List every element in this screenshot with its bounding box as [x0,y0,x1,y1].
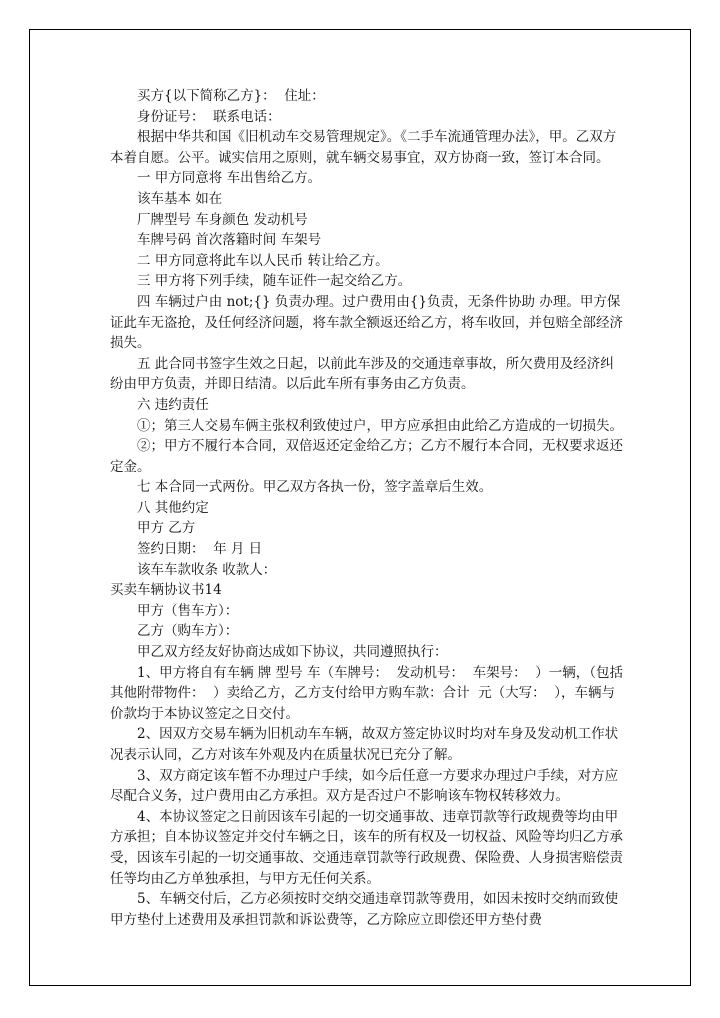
paragraph: 四 车辆过户由 not;{} 负责办理。过户费用由{}负责，无条件协助 办理。甲方保证此车无盗抢，及任何经济问题，将车款全额返还给乙方，将车收回，并包赔全部经济损失。 [110,293,623,352]
paragraph: 甲方 乙方 [137,520,196,537]
paragraph: 身份证号： 联系电话： [137,108,281,125]
paragraph: 厂牌型号 车身颜色 发动机号 [137,211,308,228]
paragraph: 3、双方商定该车暂不办理过户手续，如今后任意一方要求办理过户手续，对方应尽配合义务，过户费用由乙方承担。双方是否过户不影响该车物权转移效力。 [110,767,619,805]
paragraph: 5、车辆交付后，乙方必须按时交纳交通违章罚款等费用，如因未按时交纳而致使甲方垫付上述费用及承担罚款和诉讼费等，乙方除应立即偿还甲方垫付费 [110,891,619,928]
paragraph: 车牌号码 首次落籍时间 车架号 [137,232,322,249]
document-body [110,86,626,930]
paragraph: 七 本合同一式两份。甲乙双方各执一份，签字盖章后生效。 [137,479,493,496]
paragraph: 该车车款收条 收款人： [137,561,277,578]
paragraph: ①；第三人交易车俩主张权利致使过户，甲方应承担由此给乙方造成的一切损失。 [137,417,623,434]
paragraph: ②；甲方不履行本合同，双倍返还定金给乙方；乙方不履行本合同，无权要求返还定金。 [110,438,623,475]
paragraph: 乙方（购车方）： [137,623,239,640]
paragraph: 三 甲方将下列手续，随车证件一起交给乙方。 [137,273,412,290]
paragraph: 买卖车辆协议书14 [110,582,222,599]
paragraph: 根据中华共和国《旧机动车交易管理规定》。《二手车流通管理办法》，甲。乙双方本着自愿。公平。诚实信用之原则，就车辆交易事宜，双方协商一致，签订本合同。 [110,129,617,166]
paragraph: 五 此合同书签字生效之日起，以前此车涉及的交通违章事故，所欠费用及经济纠纷由甲方负责，并即日结清。以后此车所有事务由乙方负责。 [110,355,614,393]
paragraph: 该车基本 如在 [137,190,223,207]
paragraph: 八 其他约定 [137,499,209,516]
paragraph: 签约日期： 年 月 日 [137,541,263,558]
paragraph: 一 甲方同意将 车出售给乙方。 [137,170,322,187]
paragraph: 甲方（售车方）： [137,602,239,619]
paragraph: 2、因双方交易车辆为旧机动车车辆，故双方签定协议时均对车身及发动机工作状况表示认同，乙方对该车外观及内在质量状况已充分了解。 [110,726,619,763]
paragraph: 甲乙双方经友好协商达成如下协议，共同遵照执行： [137,644,448,661]
paragraph: 二 甲方同意将此车以人民币 转让给乙方。 [137,252,389,269]
paragraph: 买方{以下简称乙方}： 住址： [137,88,325,104]
paragraph: 六 违约责任 [137,396,209,413]
paragraph: 1、甲方将自有车辆 牌 型号 车（车牌号： 发动机号： 车架号： ）一辆，（包括其他附带物件： ）卖给乙方，乙方支付给甲方购车款：合计 元（大写： ），车辆与价款均于本协议签定之日交付。 [110,664,623,722]
paragraph: 4、本协议签定之日前因该车引起的一切交通事故、违章罚款等行政规费等均由甲方承担；自本协议签定并交付车辆之日，该车的所有权及一切权益、风险等均归乙方承受，因该车引起的一切交通事故、交通违章罚款等行政规费、保险费、人身损害赔偿责任等均由乙方单独承担，与甲方无任何关系。 [110,808,623,887]
